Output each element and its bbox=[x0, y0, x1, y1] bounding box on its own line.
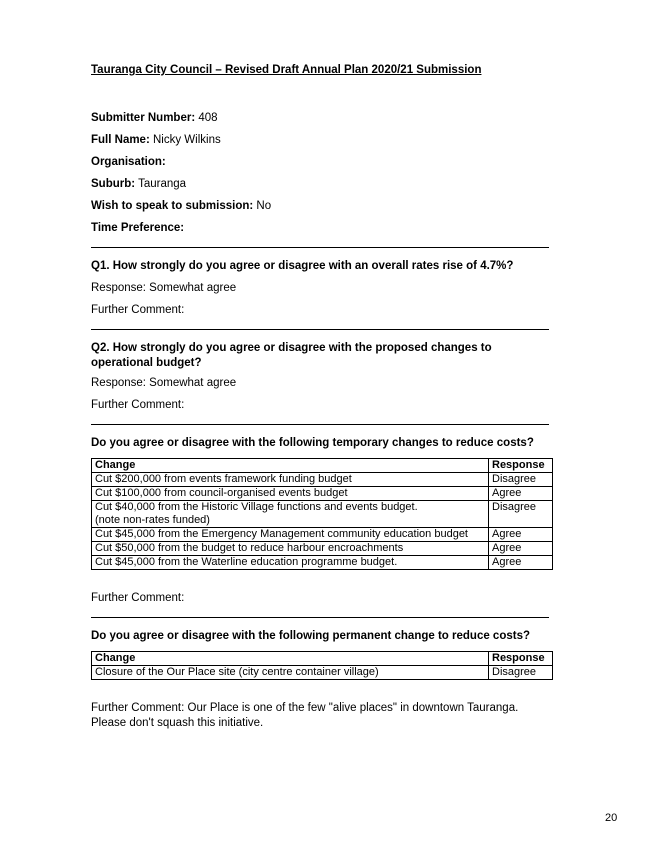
change-cell: Cut $200,000 from events framework funding budget bbox=[92, 473, 489, 487]
response-cell: Agree bbox=[489, 487, 553, 501]
q1-comment: Further Comment: bbox=[91, 304, 185, 316]
permanent-change-table bbox=[91, 651, 553, 680]
response-cell: Disagree bbox=[489, 473, 553, 487]
full-name-field bbox=[91, 133, 553, 147]
submission-content bbox=[91, 63, 553, 731]
change-note: (note non-rates funded) bbox=[95, 514, 210, 526]
column-header-change: Change bbox=[92, 459, 489, 473]
speak-value: No bbox=[256, 200, 272, 212]
temporary-changes-table bbox=[91, 458, 553, 570]
table-row bbox=[92, 528, 553, 542]
organisation-field bbox=[91, 155, 553, 169]
q1-response: Response: Somewhat agree bbox=[91, 282, 237, 294]
speak-label: Wish to speak to submission: bbox=[91, 200, 254, 212]
column-header-response: Response bbox=[489, 459, 553, 473]
full-name-label: Full Name: bbox=[91, 134, 150, 146]
table-row bbox=[92, 501, 553, 528]
permanent-change-question: Do you agree or disagree with the following permanent change to reduce costs? bbox=[91, 630, 530, 642]
q2-question: Q2. How strongly do you agree or disagree with the proposed changes to operational budget? bbox=[91, 342, 492, 369]
temporary-changes-question: Do you agree or disagree with the following temporary changes to reduce costs? bbox=[91, 437, 534, 449]
submitter-number-label: Submitter Number: bbox=[91, 112, 196, 124]
suburb-label: Suburb: bbox=[91, 178, 136, 190]
response-cell: Agree bbox=[489, 542, 553, 556]
speak-field bbox=[91, 199, 553, 213]
change-cell: Cut $45,000 from the Emergency Management community education budget bbox=[92, 528, 489, 542]
time-preference-field bbox=[91, 221, 553, 235]
response-cell: Disagree bbox=[489, 666, 553, 680]
table-header-row bbox=[92, 459, 553, 473]
submitter-number-field bbox=[91, 111, 553, 125]
suburb-field bbox=[91, 177, 553, 191]
change-cell: Cut $45,000 from the Waterline education programme budget. bbox=[92, 556, 489, 570]
table-row bbox=[92, 473, 553, 487]
page-number: 20 bbox=[605, 812, 618, 824]
table-row bbox=[92, 542, 553, 556]
change-cell: Cut $100,000 from council-organised events budget bbox=[92, 487, 489, 501]
temporary-changes-comment: Further Comment: bbox=[91, 592, 185, 604]
table-header-row bbox=[92, 652, 553, 666]
column-header-change: Change bbox=[92, 652, 489, 666]
document-title: Tauranga City Council – Revised Draft Annual Plan 2020/21 Submission bbox=[91, 64, 482, 76]
full-name-value: Nicky Wilkins bbox=[153, 134, 221, 146]
permanent-change-comment: Further Comment: Our Place is one of the few "alive places" in downtown Tauranga. Please don't squash this initiative. bbox=[91, 702, 519, 729]
change-cell bbox=[92, 501, 489, 528]
column-header-response: Response bbox=[489, 652, 553, 666]
response-cell: Agree bbox=[489, 556, 553, 570]
time-preference-label: Time Preference: bbox=[91, 222, 185, 234]
q2-response: Response: Somewhat agree bbox=[91, 377, 237, 389]
q2-comment: Further Comment: bbox=[91, 399, 185, 411]
table-row bbox=[92, 556, 553, 570]
response-cell: Agree bbox=[489, 528, 553, 542]
submitter-number-value: 408 bbox=[198, 112, 218, 124]
table-row bbox=[92, 666, 553, 680]
change-cell: Cut $50,000 from the budget to reduce harbour encroachments bbox=[92, 542, 489, 556]
suburb-value: Tauranga bbox=[138, 178, 187, 190]
change-text: Cut $40,000 from the Historic Village functions and events budget. bbox=[95, 501, 418, 513]
q1-question: Q1. How strongly do you agree or disagree with an overall rates rise of 4.7%? bbox=[91, 260, 514, 272]
response-cell: Disagree bbox=[489, 501, 553, 528]
organisation-label: Organisation: bbox=[91, 156, 166, 168]
change-cell: Closure of the Our Place site (city centre container village) bbox=[92, 666, 489, 680]
table-row bbox=[92, 487, 553, 501]
